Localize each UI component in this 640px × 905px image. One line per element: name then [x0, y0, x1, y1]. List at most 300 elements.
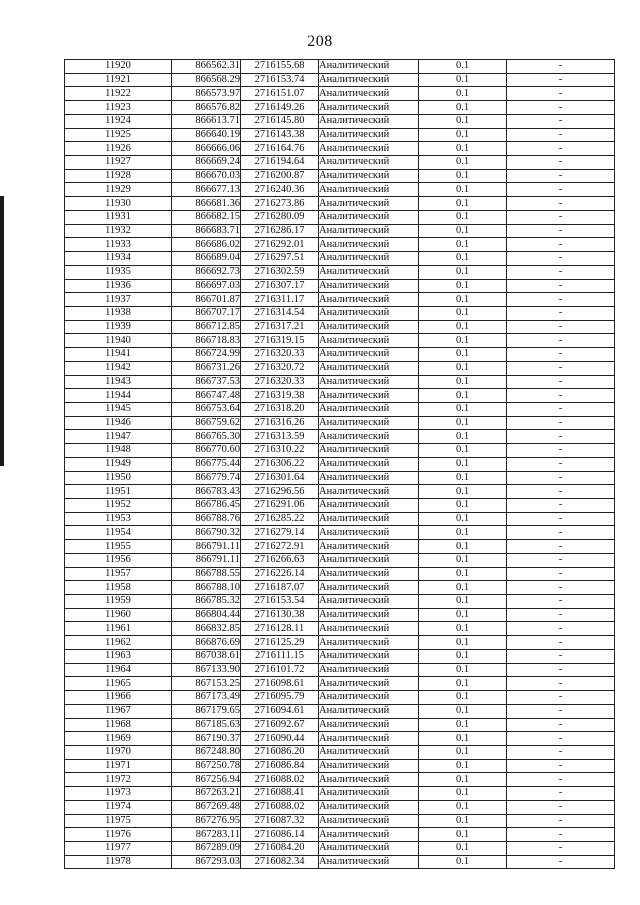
y-coordinate-cell: 2716307.17	[241, 279, 319, 293]
method-cell: Аналитический	[319, 60, 419, 74]
y-coordinate-cell: 2716273.86	[241, 197, 319, 211]
accuracy-cell: 0.1	[419, 430, 507, 444]
point-number-cell: 11931	[65, 210, 172, 224]
note-cell: -	[507, 855, 615, 869]
method-cell: Аналитический	[319, 252, 419, 266]
note-cell: -	[507, 375, 615, 389]
method-cell: Аналитический	[319, 430, 419, 444]
method-cell: Аналитический	[319, 169, 419, 183]
x-coordinate-cell: 866779.74	[172, 471, 241, 485]
x-coordinate-cell: 867153.25	[172, 677, 241, 691]
method-cell: Аналитический	[319, 745, 419, 759]
accuracy-cell: 0.1	[419, 787, 507, 801]
point-number-cell: 11948	[65, 444, 172, 458]
table-row	[65, 293, 615, 307]
method-cell: Аналитический	[319, 210, 419, 224]
accuracy-cell: 0.1	[419, 252, 507, 266]
y-coordinate-cell: 2716240.36	[241, 183, 319, 197]
table-row	[65, 649, 615, 663]
accuracy-cell: 0.1	[419, 156, 507, 170]
note-cell: -	[507, 581, 615, 595]
method-cell: Аналитический	[319, 183, 419, 197]
point-number-cell: 11959	[65, 595, 172, 609]
x-coordinate-cell: 866783.43	[172, 485, 241, 499]
note-cell: -	[507, 60, 615, 74]
point-number-cell: 11955	[65, 540, 172, 554]
y-coordinate-cell: 2716143.38	[241, 128, 319, 142]
table-row	[65, 197, 615, 211]
accuracy-cell: 0.1	[419, 745, 507, 759]
y-coordinate-cell: 2716130.38	[241, 608, 319, 622]
method-cell: Аналитический	[319, 636, 419, 650]
table-row	[65, 265, 615, 279]
x-coordinate-cell: 866640.19	[172, 128, 241, 142]
y-coordinate-cell: 2716320.33	[241, 348, 319, 362]
point-number-cell: 11943	[65, 375, 172, 389]
x-coordinate-cell: 867248.80	[172, 745, 241, 759]
x-coordinate-cell: 866682.15	[172, 210, 241, 224]
accuracy-cell: 0.1	[419, 265, 507, 279]
accuracy-cell: 0.1	[419, 416, 507, 430]
table-row	[65, 787, 615, 801]
note-cell: -	[507, 169, 615, 183]
accuracy-cell: 0.1	[419, 773, 507, 787]
method-cell: Аналитический	[319, 540, 419, 554]
point-number-cell: 11965	[65, 677, 172, 691]
method-cell: Аналитический	[319, 800, 419, 814]
method-cell: Аналитический	[319, 293, 419, 307]
note-cell: -	[507, 526, 615, 540]
point-number-cell: 11972	[65, 773, 172, 787]
method-cell: Аналитический	[319, 114, 419, 128]
accuracy-cell: 0.1	[419, 471, 507, 485]
x-coordinate-cell: 867293.03	[172, 855, 241, 869]
method-cell: Аналитический	[319, 718, 419, 732]
y-coordinate-cell: 2716090.44	[241, 732, 319, 746]
table-row	[65, 622, 615, 636]
table-row	[65, 348, 615, 362]
x-coordinate-cell: 866568.29	[172, 73, 241, 87]
accuracy-cell: 0.1	[419, 704, 507, 718]
accuracy-cell: 0.1	[419, 814, 507, 828]
note-cell: -	[507, 471, 615, 485]
y-coordinate-cell: 2716088.41	[241, 787, 319, 801]
point-number-cell: 11923	[65, 101, 172, 115]
method-cell: Аналитический	[319, 444, 419, 458]
method-cell: Аналитический	[319, 348, 419, 362]
coordinates-table-body	[65, 60, 615, 869]
accuracy-cell: 0.1	[419, 60, 507, 74]
x-coordinate-cell: 867185.63	[172, 718, 241, 732]
method-cell: Аналитический	[319, 101, 419, 115]
table-row	[65, 73, 615, 87]
x-coordinate-cell: 866677.13	[172, 183, 241, 197]
point-number-cell: 11928	[65, 169, 172, 183]
note-cell: -	[507, 773, 615, 787]
accuracy-cell: 0.1	[419, 485, 507, 499]
note-cell: -	[507, 608, 615, 622]
point-number-cell: 11929	[65, 183, 172, 197]
table-row	[65, 773, 615, 787]
note-cell: -	[507, 828, 615, 842]
point-number-cell: 11966	[65, 691, 172, 705]
x-coordinate-cell: 866737.53	[172, 375, 241, 389]
table-row	[65, 512, 615, 526]
y-coordinate-cell: 2716145.80	[241, 114, 319, 128]
table-row	[65, 732, 615, 746]
note-cell: -	[507, 348, 615, 362]
y-coordinate-cell: 2716320.33	[241, 375, 319, 389]
accuracy-cell: 0.1	[419, 649, 507, 663]
table-row	[65, 759, 615, 773]
point-number-cell: 11936	[65, 279, 172, 293]
y-coordinate-cell: 2716094.61	[241, 704, 319, 718]
note-cell: -	[507, 553, 615, 567]
x-coordinate-cell: 867289.09	[172, 841, 241, 855]
point-number-cell: 11958	[65, 581, 172, 595]
y-coordinate-cell: 2716320.72	[241, 361, 319, 375]
y-coordinate-cell: 2716279.14	[241, 526, 319, 540]
note-cell: -	[507, 457, 615, 471]
note-cell: -	[507, 663, 615, 677]
y-coordinate-cell: 2716310.22	[241, 444, 319, 458]
note-cell: -	[507, 759, 615, 773]
point-number-cell: 11950	[65, 471, 172, 485]
table-row	[65, 471, 615, 485]
x-coordinate-cell: 866731.26	[172, 361, 241, 375]
point-number-cell: 11938	[65, 306, 172, 320]
point-number-cell: 11953	[65, 512, 172, 526]
point-number-cell: 11975	[65, 814, 172, 828]
x-coordinate-cell: 867038.61	[172, 649, 241, 663]
x-coordinate-cell: 866681.36	[172, 197, 241, 211]
x-coordinate-cell: 867173.49	[172, 691, 241, 705]
point-number-cell: 11944	[65, 389, 172, 403]
table-row	[65, 567, 615, 581]
x-coordinate-cell: 866791.11	[172, 553, 241, 567]
table-row	[65, 402, 615, 416]
y-coordinate-cell: 2716311.17	[241, 293, 319, 307]
note-cell: -	[507, 197, 615, 211]
y-coordinate-cell: 2716280.09	[241, 210, 319, 224]
method-cell: Аналитический	[319, 156, 419, 170]
point-number-cell: 11947	[65, 430, 172, 444]
note-cell: -	[507, 334, 615, 348]
method-cell: Аналитический	[319, 704, 419, 718]
table-row	[65, 87, 615, 101]
accuracy-cell: 0.1	[419, 800, 507, 814]
table-row	[65, 183, 615, 197]
point-number-cell: 11924	[65, 114, 172, 128]
method-cell: Аналитический	[319, 73, 419, 87]
x-coordinate-cell: 866785.32	[172, 595, 241, 609]
table-row	[65, 224, 615, 238]
accuracy-cell: 0.1	[419, 581, 507, 595]
table-row	[65, 800, 615, 814]
table-row	[65, 828, 615, 842]
y-coordinate-cell: 2716086.14	[241, 828, 319, 842]
y-coordinate-cell: 2716266.63	[241, 553, 319, 567]
method-cell: Аналитический	[319, 197, 419, 211]
method-cell: Аналитический	[319, 814, 419, 828]
method-cell: Аналитический	[319, 361, 419, 375]
note-cell: -	[507, 293, 615, 307]
x-coordinate-cell: 866707.17	[172, 306, 241, 320]
table-row	[65, 636, 615, 650]
method-cell: Аналитический	[319, 265, 419, 279]
method-cell: Аналитический	[319, 238, 419, 252]
note-cell: -	[507, 416, 615, 430]
method-cell: Аналитический	[319, 389, 419, 403]
table-row	[65, 814, 615, 828]
table-row	[65, 142, 615, 156]
method-cell: Аналитический	[319, 773, 419, 787]
accuracy-cell: 0.1	[419, 348, 507, 362]
y-coordinate-cell: 2716297.51	[241, 252, 319, 266]
point-number-cell: 11970	[65, 745, 172, 759]
y-coordinate-cell: 2716111.15	[241, 649, 319, 663]
method-cell: Аналитический	[319, 841, 419, 855]
accuracy-cell: 0.1	[419, 677, 507, 691]
point-number-cell: 11978	[65, 855, 172, 869]
accuracy-cell: 0.1	[419, 759, 507, 773]
method-cell: Аналитический	[319, 416, 419, 430]
table-row	[65, 114, 615, 128]
y-coordinate-cell: 2716318.20	[241, 402, 319, 416]
method-cell: Аналитический	[319, 320, 419, 334]
point-number-cell: 11960	[65, 608, 172, 622]
method-cell: Аналитический	[319, 567, 419, 581]
table-row	[65, 430, 615, 444]
table-row	[65, 169, 615, 183]
note-cell: -	[507, 142, 615, 156]
table-row	[65, 704, 615, 718]
accuracy-cell: 0.1	[419, 636, 507, 650]
accuracy-cell: 0.1	[419, 389, 507, 403]
note-cell: -	[507, 444, 615, 458]
table-row	[65, 745, 615, 759]
method-cell: Аналитический	[319, 402, 419, 416]
note-cell: -	[507, 718, 615, 732]
x-coordinate-cell: 866692.73	[172, 265, 241, 279]
y-coordinate-cell: 2716285.22	[241, 512, 319, 526]
method-cell: Аналитический	[319, 828, 419, 842]
note-cell: -	[507, 252, 615, 266]
x-coordinate-cell: 867133.90	[172, 663, 241, 677]
accuracy-cell: 0.1	[419, 197, 507, 211]
table-row	[65, 553, 615, 567]
table-row	[65, 444, 615, 458]
coordinates-table	[64, 59, 615, 869]
accuracy-cell: 0.1	[419, 608, 507, 622]
y-coordinate-cell: 2716149.26	[241, 101, 319, 115]
note-cell: -	[507, 279, 615, 293]
method-cell: Аналитический	[319, 512, 419, 526]
method-cell: Аналитический	[319, 595, 419, 609]
y-coordinate-cell: 2716272.91	[241, 540, 319, 554]
y-coordinate-cell: 2716128.11	[241, 622, 319, 636]
table-row	[65, 691, 615, 705]
table-row	[65, 156, 615, 170]
y-coordinate-cell: 2716151.07	[241, 87, 319, 101]
note-cell: -	[507, 691, 615, 705]
method-cell: Аналитический	[319, 787, 419, 801]
point-number-cell: 11945	[65, 402, 172, 416]
point-number-cell: 11932	[65, 224, 172, 238]
table-row	[65, 334, 615, 348]
accuracy-cell: 0.1	[419, 210, 507, 224]
accuracy-cell: 0.1	[419, 499, 507, 513]
x-coordinate-cell: 866562.31	[172, 60, 241, 74]
accuracy-cell: 0.1	[419, 595, 507, 609]
x-coordinate-cell: 866686.02	[172, 238, 241, 252]
accuracy-cell: 0.1	[419, 128, 507, 142]
accuracy-cell: 0.1	[419, 183, 507, 197]
method-cell: Аналитический	[319, 677, 419, 691]
note-cell: -	[507, 306, 615, 320]
method-cell: Аналитический	[319, 471, 419, 485]
point-number-cell: 11956	[65, 553, 172, 567]
table-row	[65, 540, 615, 554]
accuracy-cell: 0.1	[419, 457, 507, 471]
accuracy-cell: 0.1	[419, 526, 507, 540]
point-number-cell: 11954	[65, 526, 172, 540]
table-row	[65, 595, 615, 609]
point-number-cell: 11962	[65, 636, 172, 650]
accuracy-cell: 0.1	[419, 320, 507, 334]
method-cell: Аналитический	[319, 855, 419, 869]
method-cell: Аналитический	[319, 553, 419, 567]
method-cell: Аналитический	[319, 526, 419, 540]
accuracy-cell: 0.1	[419, 334, 507, 348]
page-number: 208	[307, 33, 333, 50]
method-cell: Аналитический	[319, 649, 419, 663]
point-number-cell: 11933	[65, 238, 172, 252]
note-cell: -	[507, 361, 615, 375]
point-number-cell: 11927	[65, 156, 172, 170]
method-cell: Аналитический	[319, 732, 419, 746]
x-coordinate-cell: 866576.82	[172, 101, 241, 115]
note-cell: -	[507, 389, 615, 403]
accuracy-cell: 0.1	[419, 142, 507, 156]
note-cell: -	[507, 499, 615, 513]
x-coordinate-cell: 866876.69	[172, 636, 241, 650]
accuracy-cell: 0.1	[419, 828, 507, 842]
point-number-cell: 11921	[65, 73, 172, 87]
note-cell: -	[507, 540, 615, 554]
note-cell: -	[507, 567, 615, 581]
table-row	[65, 677, 615, 691]
table-row	[65, 320, 615, 334]
table-row	[65, 60, 615, 74]
table-row	[65, 608, 615, 622]
note-cell: -	[507, 114, 615, 128]
point-number-cell: 11977	[65, 841, 172, 855]
note-cell: -	[507, 265, 615, 279]
note-cell: -	[507, 841, 615, 855]
y-coordinate-cell: 2716286.17	[241, 224, 319, 238]
x-coordinate-cell: 866718.83	[172, 334, 241, 348]
point-number-cell: 11939	[65, 320, 172, 334]
table-row	[65, 485, 615, 499]
table-row	[65, 375, 615, 389]
y-coordinate-cell: 2716086.20	[241, 745, 319, 759]
x-coordinate-cell: 866724.99	[172, 348, 241, 362]
method-cell: Аналитический	[319, 663, 419, 677]
y-coordinate-cell: 2716317.21	[241, 320, 319, 334]
point-number-cell: 11968	[65, 718, 172, 732]
y-coordinate-cell: 2716153.54	[241, 595, 319, 609]
note-cell: -	[507, 430, 615, 444]
note-cell: -	[507, 512, 615, 526]
point-number-cell: 11971	[65, 759, 172, 773]
x-coordinate-cell: 866775.44	[172, 457, 241, 471]
x-coordinate-cell: 866613.71	[172, 114, 241, 128]
x-coordinate-cell: 866791.11	[172, 540, 241, 554]
y-coordinate-cell: 2716316.26	[241, 416, 319, 430]
method-cell: Аналитический	[319, 759, 419, 773]
x-coordinate-cell: 866697.03	[172, 279, 241, 293]
x-coordinate-cell: 867250.78	[172, 759, 241, 773]
method-cell: Аналитический	[319, 608, 419, 622]
table-row	[65, 526, 615, 540]
x-coordinate-cell: 867190.37	[172, 732, 241, 746]
point-number-cell: 11941	[65, 348, 172, 362]
note-cell: -	[507, 101, 615, 115]
y-coordinate-cell: 2716101.72	[241, 663, 319, 677]
point-number-cell: 11935	[65, 265, 172, 279]
accuracy-cell: 0.1	[419, 293, 507, 307]
note-cell: -	[507, 732, 615, 746]
method-cell: Аналитический	[319, 485, 419, 499]
table-row	[65, 718, 615, 732]
table-row	[65, 855, 615, 869]
note-cell: -	[507, 156, 615, 170]
accuracy-cell: 0.1	[419, 512, 507, 526]
table-row	[65, 210, 615, 224]
x-coordinate-cell: 867263.21	[172, 787, 241, 801]
accuracy-cell: 0.1	[419, 279, 507, 293]
y-coordinate-cell: 2716313.59	[241, 430, 319, 444]
accuracy-cell: 0.1	[419, 73, 507, 87]
y-coordinate-cell: 2716194.64	[241, 156, 319, 170]
note-cell: -	[507, 704, 615, 718]
y-coordinate-cell: 2716296.56	[241, 485, 319, 499]
point-number-cell: 11940	[65, 334, 172, 348]
note-cell: -	[507, 649, 615, 663]
accuracy-cell: 0.1	[419, 622, 507, 636]
accuracy-cell: 0.1	[419, 540, 507, 554]
table-row	[65, 663, 615, 677]
accuracy-cell: 0.1	[419, 663, 507, 677]
note-cell: -	[507, 622, 615, 636]
x-coordinate-cell: 866788.10	[172, 581, 241, 595]
point-number-cell: 11925	[65, 128, 172, 142]
accuracy-cell: 0.1	[419, 306, 507, 320]
y-coordinate-cell: 2716088.02	[241, 773, 319, 787]
method-cell: Аналитический	[319, 87, 419, 101]
y-coordinate-cell: 2716306.22	[241, 457, 319, 471]
y-coordinate-cell: 2716200.87	[241, 169, 319, 183]
method-cell: Аналитический	[319, 334, 419, 348]
method-cell: Аналитический	[319, 499, 419, 513]
accuracy-cell: 0.1	[419, 855, 507, 869]
accuracy-cell: 0.1	[419, 224, 507, 238]
x-coordinate-cell: 866683.71	[172, 224, 241, 238]
x-coordinate-cell: 866666.06	[172, 142, 241, 156]
table-row	[65, 238, 615, 252]
note-cell: -	[507, 238, 615, 252]
